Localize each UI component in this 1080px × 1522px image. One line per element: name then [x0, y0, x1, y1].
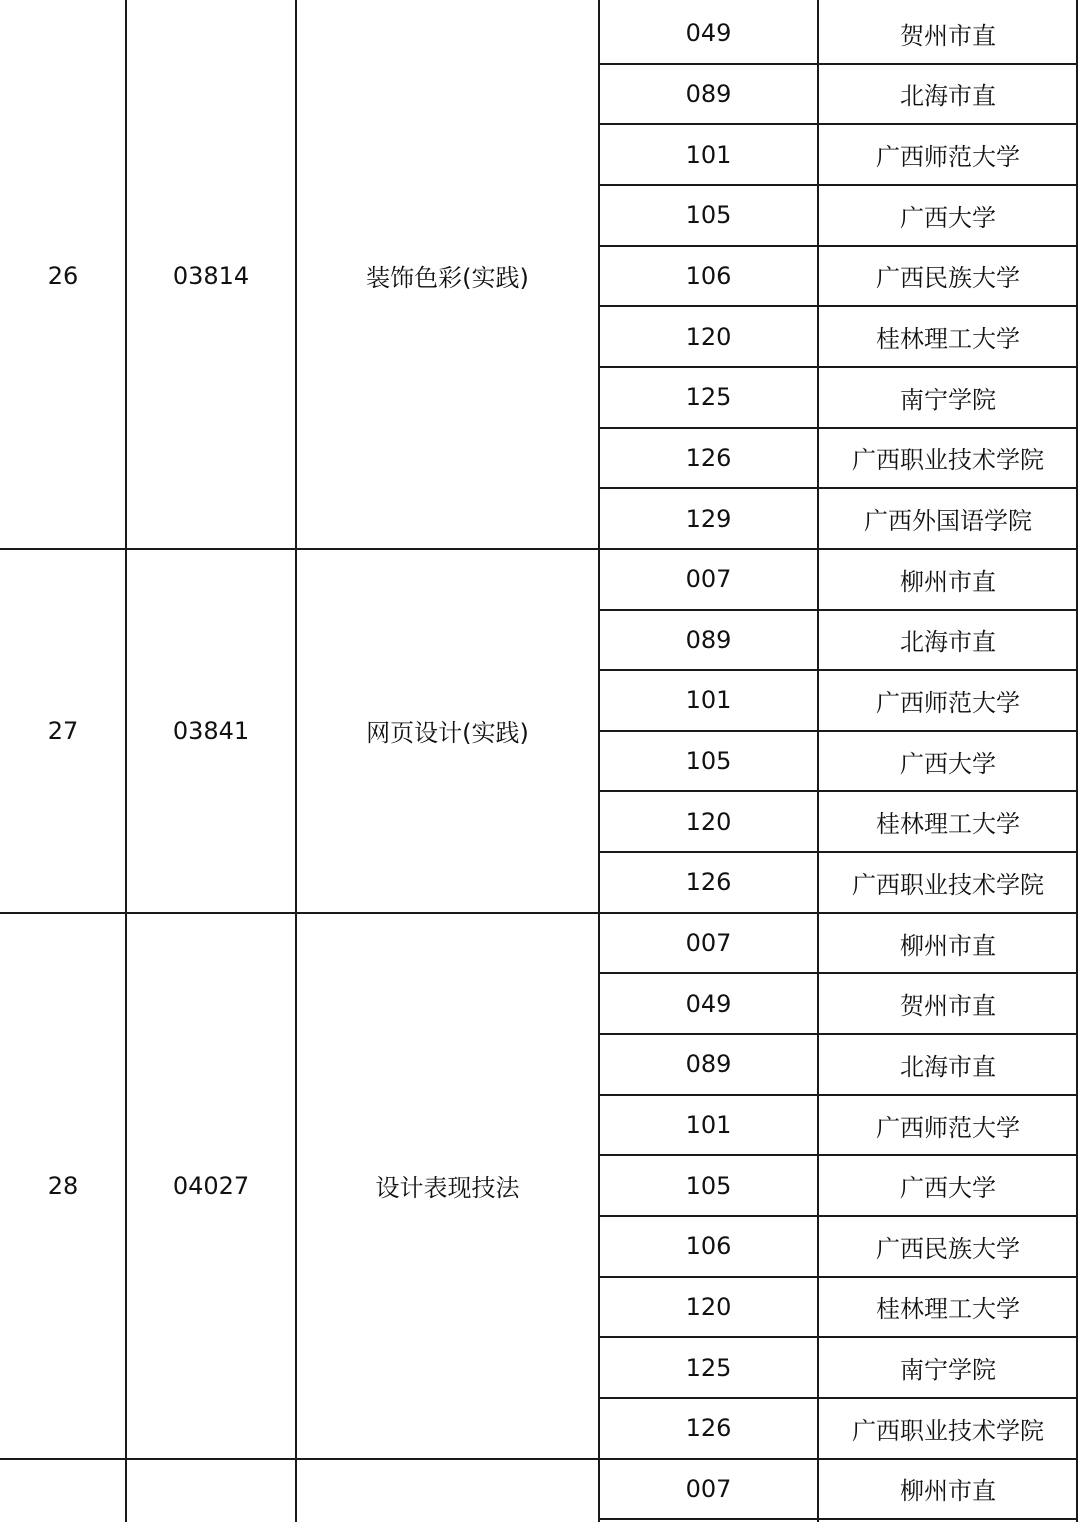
- cell-site-code: 049: [685, 989, 732, 1018]
- cell-site-code: 105: [685, 747, 732, 776]
- cell-site-name: 北海市直: [900, 628, 996, 657]
- cell-site-code: 105: [685, 1171, 732, 1200]
- cell-site-code: 101: [685, 1111, 732, 1139]
- cell-site-code: 126: [685, 1414, 732, 1443]
- cell-site-code: 089: [685, 625, 732, 654]
- cell-seq: 28: [47, 1171, 79, 1200]
- cell-site-name: 贺州市直: [900, 21, 996, 50]
- cell-site-code: 049: [685, 19, 732, 48]
- cell-site-name: 柳州市直: [900, 567, 996, 596]
- cell-site-code: 106: [685, 1232, 732, 1261]
- cell-course-name: [296, 1459, 599, 1520]
- cell-site-name: 柳州市直: [900, 1477, 996, 1506]
- cell-course-code: [126, 1459, 296, 1520]
- cell-site-name: 广西民族大学: [876, 1234, 1020, 1263]
- cell-site-code: 106: [685, 261, 732, 290]
- cell-site-name: 广西大学: [900, 749, 996, 778]
- cell-site-code: 120: [685, 322, 732, 351]
- cell-site-name: 广西职业技术学院: [852, 1416, 1044, 1445]
- cell-site-code: 120: [685, 1292, 732, 1321]
- cell-site-code: 126: [685, 443, 732, 472]
- cell-seq: 27: [47, 716, 79, 745]
- cell-site-name: 广西职业技术学院: [852, 870, 1044, 899]
- cell-site-name: 广西师范大学: [876, 1113, 1020, 1142]
- cell-site-code: 105: [685, 201, 732, 230]
- cell-course-code: 03841: [172, 716, 250, 745]
- cell-site-code: 101: [685, 686, 732, 715]
- cell-site-name: 北海市直: [900, 82, 996, 111]
- cell-site-name: 南宁学院: [900, 1356, 996, 1385]
- cell-course-code: 04027: [172, 1171, 250, 1200]
- cell-site-name: 桂林理工大学: [876, 325, 1020, 354]
- cell-site-name: 广西大学: [900, 1174, 996, 1203]
- cell-site-code: 101: [685, 140, 732, 169]
- cell-course-name: 网页设计(实践): [366, 719, 529, 748]
- cell-site-code: 007: [685, 565, 732, 594]
- cell-site-code: 125: [685, 383, 732, 412]
- cell-site-code: 120: [685, 807, 732, 836]
- cell-site-name: 广西大学: [900, 203, 996, 232]
- cell-site-name: 广西师范大学: [876, 688, 1020, 717]
- cell-site-code: 089: [685, 79, 732, 108]
- cell-site-name: 桂林理工大学: [876, 1295, 1020, 1324]
- cell-seq: 26: [47, 261, 79, 290]
- cell-site-name: 广西师范大学: [876, 143, 1020, 172]
- cell-site-name: 广西外国语学院: [864, 507, 1032, 535]
- cell-site-name: 贺州市直: [900, 992, 996, 1021]
- cell-site-code: 129: [685, 504, 732, 533]
- cell-site-code: 007: [685, 929, 732, 958]
- cell-site-name: 北海市直: [900, 1052, 996, 1081]
- cell-site-code: 089: [685, 1050, 732, 1079]
- cell-site-code: 126: [685, 868, 732, 897]
- cell-course-name: 装饰色彩(实践): [366, 264, 529, 293]
- cell-site-code: 125: [685, 1353, 732, 1382]
- cell-site-name: 广西民族大学: [876, 264, 1020, 293]
- cell-site-name: 柳州市直: [900, 931, 996, 960]
- cell-course-code: 03814: [172, 261, 250, 290]
- cell-site-name: 南宁学院: [900, 385, 996, 414]
- cell-site-name: 广西职业技术学院: [852, 446, 1044, 475]
- cell-site-name: 桂林理工大学: [876, 810, 1020, 839]
- cell-seq: [0, 1459, 126, 1520]
- cell-course-name: 设计表现技法: [375, 1174, 520, 1203]
- cell-site-code: 007: [685, 1474, 732, 1503]
- row-rule: [598, 1518, 1078, 1520]
